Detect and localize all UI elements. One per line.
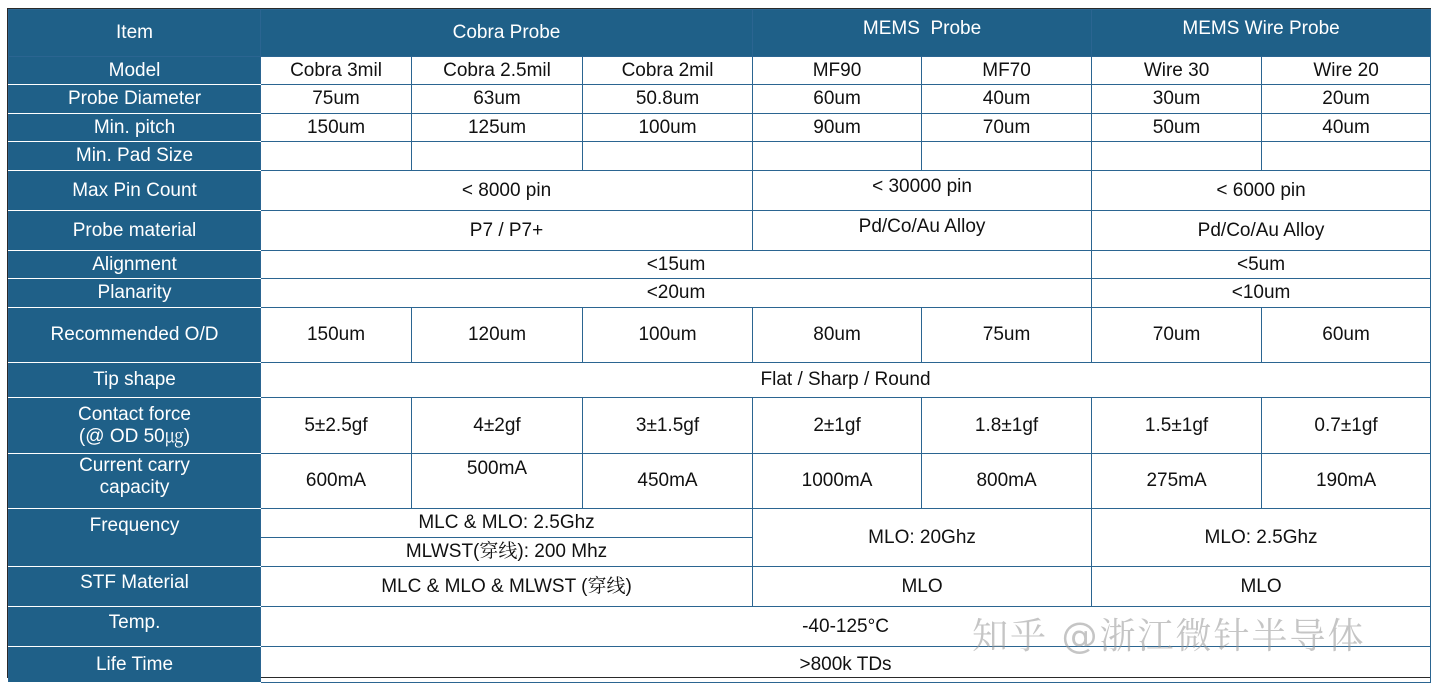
table-cell: <5um xyxy=(1092,251,1431,279)
watermark: 知乎 @浙江微针半导体 xyxy=(972,616,1366,657)
table-row-stf-material xyxy=(9,567,1431,607)
table-cell: Pd/Co/Au Alloy xyxy=(1092,211,1431,251)
table-cell: 40um xyxy=(1262,114,1431,142)
row-label-frequency: Frequency xyxy=(9,509,261,567)
table-cell: 60um xyxy=(1262,308,1431,363)
table-cell: 2±1gf xyxy=(753,398,922,454)
table-row-planarity xyxy=(9,279,1431,308)
table-cell: 40um xyxy=(922,85,1092,114)
row-label-life-time: Life Time xyxy=(9,647,261,683)
row-label-model: Model xyxy=(9,57,261,85)
table-cell: 1000mA xyxy=(753,454,922,509)
table-cell: >800k TDs xyxy=(261,647,1431,683)
table-row-material xyxy=(9,211,1431,251)
table-cell: 50.8um xyxy=(583,85,753,114)
table-cell: Wire 20 xyxy=(1262,57,1431,85)
table-cell: <20um xyxy=(261,279,1092,308)
table-cell: 0.7±1gf xyxy=(1262,398,1431,454)
table-cell: 500mA xyxy=(412,454,583,509)
table-cell: 90um xyxy=(753,114,922,142)
table-cell: 75um xyxy=(261,85,412,114)
table-cell: 4±2gf xyxy=(412,398,583,454)
table-cell: MLO: 20Ghz xyxy=(753,509,1092,567)
table-cell: MLWST(穿线): 200 Mhz xyxy=(261,538,753,567)
table-cell xyxy=(261,142,412,171)
table-cell: 20um xyxy=(1262,85,1431,114)
table-row-pin-count xyxy=(9,171,1431,211)
table-cell xyxy=(922,142,1092,171)
table-cell: MLO: 2.5Ghz xyxy=(1092,509,1431,567)
table-cell: 150um xyxy=(261,114,412,142)
table-cell: 100um xyxy=(583,308,753,363)
table-cell: 190mA xyxy=(1262,454,1431,509)
table-cell: 50um xyxy=(1092,114,1262,142)
row-label-pin-count: Max Pin Count xyxy=(9,171,261,211)
table-cell: MLO xyxy=(1092,567,1431,607)
table-cell: Pd/Co/Au Alloy xyxy=(753,211,1092,251)
row-label-stf-material: STF Material xyxy=(9,567,261,607)
table-cell: MF90 xyxy=(753,57,922,85)
table-row-alignment xyxy=(9,251,1431,279)
table-row-tip-shape xyxy=(9,363,1431,398)
row-label-diameter: Probe Diameter xyxy=(9,85,261,114)
table-cell: P7 / P7+ xyxy=(261,211,753,251)
row-label-contact-force: Contact force (@ OD 50㎍) xyxy=(9,398,261,454)
table-cell: 800mA xyxy=(922,454,1092,509)
row-label-material: Probe material xyxy=(9,211,261,251)
row-label-temp: Temp. xyxy=(9,607,261,647)
table-cell xyxy=(1262,142,1431,171)
table-cell: MLO xyxy=(753,567,1092,607)
table-cell: < 30000 pin xyxy=(753,171,1092,211)
row-label-tip-shape: Tip shape xyxy=(9,363,261,398)
table-row-frequency-1 xyxy=(9,509,1431,538)
table-cell: 275mA xyxy=(1092,454,1262,509)
table-cell: Cobra 2mil xyxy=(583,57,753,85)
table-cell: Flat / Sharp / Round xyxy=(261,363,1431,398)
table-cell: 70um xyxy=(1092,308,1262,363)
table-cell: MLC & MLO: 2.5Ghz xyxy=(261,509,753,538)
header-mems-probe: MEMS Probe xyxy=(753,10,1092,57)
table-cell: 1.8±1gf xyxy=(922,398,1092,454)
table-cell: -40-125°C xyxy=(261,607,1431,647)
table-cell: Cobra 2.5mil xyxy=(412,57,583,85)
table-cell xyxy=(412,142,583,171)
header-item: Item xyxy=(9,10,261,57)
table-cell: MF70 xyxy=(922,57,1092,85)
row-label-pad-size: Min. Pad Size xyxy=(9,142,261,171)
header-cobra-probe: Cobra Probe xyxy=(261,10,753,57)
table-cell: 5±2.5gf xyxy=(261,398,412,454)
table-cell: 100um xyxy=(583,114,753,142)
header-mems-wire-probe: MEMS Wire Probe xyxy=(1092,10,1431,57)
table-cell: 1.5±1gf xyxy=(1092,398,1262,454)
row-label-od: Recommended O/D xyxy=(9,308,261,363)
row-label-planarity: Planarity xyxy=(9,279,261,308)
table-row-od xyxy=(9,308,1431,363)
row-label-current: Current carry capacity xyxy=(9,454,261,509)
table-cell xyxy=(1092,142,1262,171)
table-row-current xyxy=(9,454,1431,509)
table-cell: Cobra 3mil xyxy=(261,57,412,85)
table-cell: < 8000 pin xyxy=(261,171,753,211)
table-row-diameter xyxy=(9,85,1431,114)
table-cell xyxy=(753,142,922,171)
row-label-alignment: Alignment xyxy=(9,251,261,279)
table-cell: <10um xyxy=(1092,279,1431,308)
table-cell: 150um xyxy=(261,308,412,363)
table-cell: Wire 30 xyxy=(1092,57,1262,85)
table-cell: < 6000 pin xyxy=(1092,171,1431,211)
table-cell: 3±1.5gf xyxy=(583,398,753,454)
table-cell: 600mA xyxy=(261,454,412,509)
table-row-pitch xyxy=(9,114,1431,142)
table-cell xyxy=(583,142,753,171)
table-cell: 30um xyxy=(1092,85,1262,114)
row-label-pitch: Min. pitch xyxy=(9,114,261,142)
probe-spec-table xyxy=(8,9,1431,683)
table-row-model xyxy=(9,57,1431,85)
table-cell: 80um xyxy=(753,308,922,363)
table-cell: 75um xyxy=(922,308,1092,363)
table-row-pad-size xyxy=(9,142,1431,171)
table-cell: 120um xyxy=(412,308,583,363)
table-cell: MLC & MLO & MLWST (穿线) xyxy=(261,567,753,607)
table-cell: 60um xyxy=(753,85,922,114)
table-cell: <15um xyxy=(261,251,1092,279)
table-cell: 450mA xyxy=(583,454,753,509)
header-row xyxy=(9,10,1431,57)
table-cell: 125um xyxy=(412,114,583,142)
table-cell: 63um xyxy=(412,85,583,114)
table-cell: 70um xyxy=(922,114,1092,142)
table-row-contact-force xyxy=(9,398,1431,454)
